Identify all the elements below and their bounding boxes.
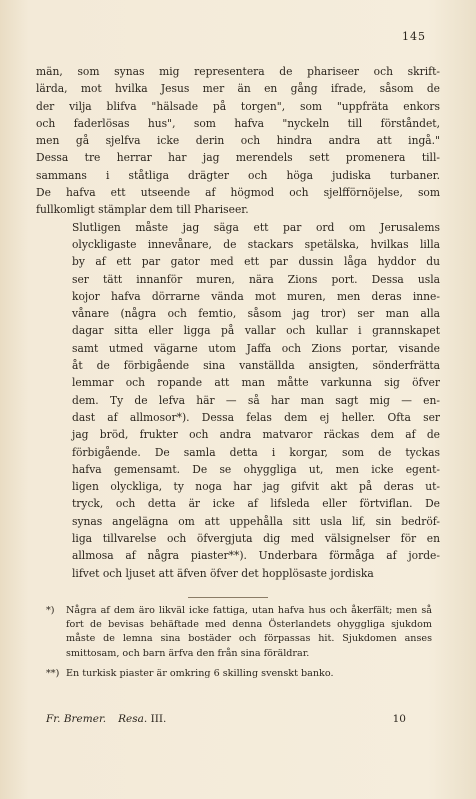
text-line: åt de förbigående sina vanställda ansigten, sönderfrätta: [72, 359, 440, 373]
text-line: och faderlösas hus", som hafva "nyckeln till förståndet,: [36, 116, 440, 130]
sheet-number: 10: [392, 713, 406, 725]
text-line: fullkomligt stämplar dem till Phariseer.: [36, 203, 249, 217]
text-line: lärda, mot hvilka Jesus mer än en gång ifrade, såsom de: [36, 82, 440, 96]
paragraph-1: [36, 63, 440, 219]
footnote-text: Några af dem äro likväl icke fattiga, utan hafva hus och åkerfält; men så fort de bevisas behäftade med denna Österlandets ohyggliga sjukdom måste de lemna sina bostäder och förpassas hit. Sjukdomen anses smittosam, och barn ärfva den från sina föräldrar.: [66, 605, 432, 659]
paragraph-2: [36, 219, 440, 582]
text-line: allmosa af några piaster**). Underbara förmåga af jorde-: [72, 549, 440, 563]
text-line: dagar sitta eller ligga på vallar och kullar i grannskapet: [72, 324, 440, 338]
text-line: olyckligaste innevånare, de stackars spetälska, hvilkas lilla: [72, 237, 440, 251]
footnote-mark: *): [46, 605, 55, 616]
text-line: förbigående. De samla detta i korgar, som de tyckas: [72, 445, 440, 459]
text-line: lemmar och ropande att man måtte varkunna sig öfver: [72, 376, 440, 390]
footnote-2: [46, 667, 432, 681]
text-line: tryck, och detta är icke af lifsleda eller förtviflan. De: [72, 497, 440, 511]
text-line: Slutligen måste jag säga ett par ord om Jerusalems: [72, 220, 440, 234]
text-line: sammans i ståtliga drägter och höga judiska turbaner.: [36, 168, 440, 182]
text-line: jag bröd, frukter och andra matvaror räckas dem af de: [72, 428, 440, 442]
text-line: ligen olyckliga, ty noga har jag gifvit akt på deras ut-: [72, 480, 440, 494]
text-line: men gå sjelfva icke derin och hindra andra att ingå.": [36, 134, 440, 148]
footnote-mark: **): [46, 667, 60, 679]
text-line: samt utmed vägarne utom Jaffa och Zions portar, visande: [72, 341, 440, 355]
signature-mark: [46, 713, 166, 725]
text-line: synas angelägna om att uppehålla sitt usla lif, sin bedröf-: [72, 514, 440, 528]
footnote-divider: [188, 597, 268, 598]
text-line: Dessa tre herrar har jag merendels sett promenera till-: [36, 151, 440, 165]
text-line: hafva gemensamt. De se ohyggliga ut, men icke egent-: [72, 462, 440, 476]
page-number: 145: [402, 30, 426, 43]
footnote-text: En turkisk piaster är omkring 6 skilling svenskt banko.: [66, 667, 334, 679]
signature-author: Fr. Bremer.: [46, 713, 107, 725]
footnotes: [46, 604, 432, 687]
text-line: lifvet och ljuset att äfven öfver det hopplösaste jordiska: [72, 566, 374, 580]
text-line: kojor hafva dörrarne vända mot muren, men deras inne-: [72, 289, 440, 303]
text-line: vånare (några och femtio, såsom jag tror) ser man alla: [72, 307, 440, 321]
text-line: liga tillvarelse och öfvergjuta dig med välsignelser för en: [72, 532, 440, 546]
text-line: ser tätt innanför muren, nära Zions port. Dessa usla: [72, 272, 440, 286]
page-footer: [46, 713, 406, 725]
signature-work: Resa.: [118, 713, 148, 725]
text-line: De hafva ett utseende af högmod och sjelfförnöjelse, som: [36, 186, 440, 200]
text-line: by af ett par gator med ett par dussin låga hyddor du: [72, 255, 440, 269]
text-line: dem. Ty de lefva här — så har man sagt mig — en-: [72, 393, 440, 407]
text-line: dast af allmosor*). Dessa felas dem ej heller. Ofta ser: [72, 410, 440, 424]
signature-volume: III.: [150, 713, 167, 725]
footnote-1: [46, 604, 432, 661]
text-line: män, som synas mig representera de phariseer och skrift-: [36, 65, 440, 78]
text-line: der vilja blifva "hälsade på torgen", som "uppfräta enkors: [36, 99, 440, 113]
body-text: [36, 63, 440, 582]
